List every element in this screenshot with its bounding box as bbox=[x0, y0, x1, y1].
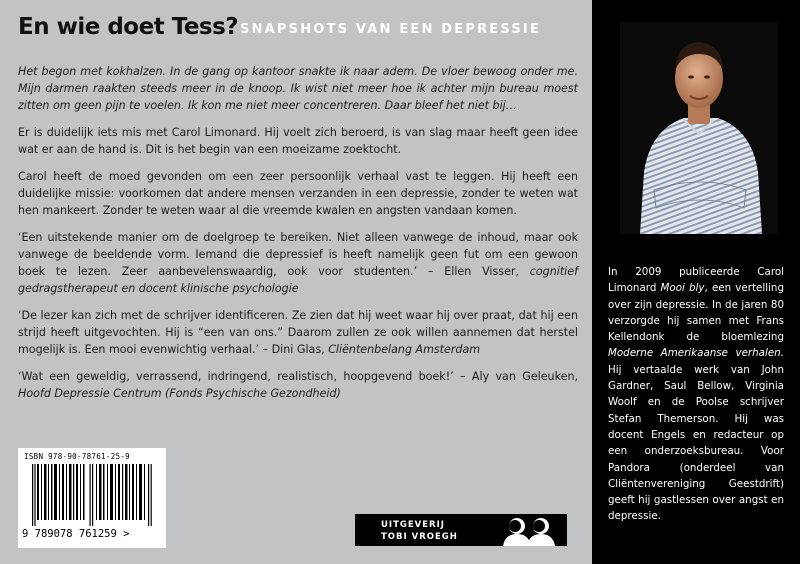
author-portrait-image bbox=[620, 22, 778, 234]
quote-1-text: ‘Een uitstekende manier om de doelgroep te bereiken. Niet alleen vanwege de inhoud, maar ook vanwege de beeldende vorm. Iemand die depressief is heeft namelijk geen fut om een gewoon boek te lezen. Zeer aanbevelenswaardig, ook voor studenten.’ – Ellen Visser, bbox=[18, 231, 578, 278]
quote-3 bbox=[18, 368, 578, 402]
author-bio-text bbox=[608, 264, 784, 525]
quote-3-source: Hoofd Depressie Centrum (Fonds Psychische Gezondheid) bbox=[18, 387, 341, 400]
publisher-line-1: UITGEVERIJ bbox=[381, 520, 445, 530]
blurb-text bbox=[18, 63, 578, 412]
quote-2-source: Cliëntenbelang Amsterdam bbox=[328, 343, 481, 356]
intro-paragraph: Het begon met kokhalzen. In de gang op kantoor snakte ik naar adem. De vloer bewoog onder me. Mijn darmen raakten steeds meer in de knoop. Ik wist niet meer hoe ik achter mijn bureau moest zitten om geen pijn te voelen. Ik kon me niet meer concentreren. Daar bleef het niet bij… bbox=[18, 65, 578, 112]
book-title: En wie doet Tess? bbox=[18, 14, 239, 40]
isbn-label: ISBN 978-90-78761-25-9 bbox=[24, 452, 130, 461]
book-subtitle: SNAPSHOTS VAN EEN DEPRESSIE bbox=[240, 22, 542, 37]
quote-3-text: ‘Wat een geweldig, verrassend, indringend, realistisch, hoopgevend boek!’ – Aly van Geleuken, bbox=[18, 370, 578, 383]
quote-2-text: ‘De lezer kan zich met de schrijver identificeren. Ze zien dat hij weet waar hij over praat, dat hij een strijd heeft uitgevochten. Hij is “een van ons.” Daarom zullen ze ook willen aannemen dat herstel mogelijk is. Een mooi evenwichtig verhaal.’ – Dini Glas, bbox=[18, 309, 578, 356]
quote-1 bbox=[18, 229, 578, 297]
barcode-bars bbox=[32, 464, 152, 526]
bio-text-1: In 2009 publiceerde Carol Limonard bbox=[608, 266, 784, 295]
bio-book-2: Moderne Amerikaanse verhalen. bbox=[608, 347, 784, 360]
isbn-barcode bbox=[18, 448, 166, 548]
bio-book-1: Mooi bly bbox=[660, 282, 705, 295]
publisher-silhouettes-icon bbox=[495, 514, 565, 546]
publisher-line-2: TOBI VROEGH bbox=[381, 532, 458, 542]
bio-text-3: Hij vertaalde werk van John Gardner, Saul Bellow, Virginia Woolf en de Poolse schrijver Stefan Themerson. Hij was docent Engels en redacteur op een onderzoeksbureau. Voor Pandora (onderdeel van Cliëntenvereniging Geestdrift) geeft hij gastlessen over angst en depressie. bbox=[608, 363, 784, 523]
quote-2 bbox=[18, 307, 578, 358]
blurb-paragraph-2: Carol heeft de moed gevonden om een zeer persoonlijk verhaal vast te leggen. Hij heeft een duidelijke missie: voorkomen dat andere mensen verzanden in een depressie, zonder te weten wat hen mankeert. Zonder te weten waar al die vreemde kwalen en angsten vandaan komen. bbox=[18, 170, 578, 217]
author-photo bbox=[620, 22, 778, 234]
quote-1-source: cognitief gedragstherapeut en docent klinische psychologie bbox=[18, 265, 578, 295]
author-bio bbox=[608, 264, 784, 525]
blurb-paragraph-1: Er is duidelijk iets mis met Carol Limonard. Hij voelt zich beroerd, is van slag maar heeft geen idee wat er aan de hand is. Dit is het begin van een moeizame zoektocht. bbox=[18, 126, 578, 156]
bio-text-2: , een vertelling over zijn depressie. In de jaren 80 verzorgde hij samen met Frans Kellendonk de bloemlezing bbox=[608, 282, 784, 344]
publisher-logo bbox=[355, 514, 567, 546]
barcode-digits: 9 789078 761259 > bbox=[22, 528, 130, 540]
